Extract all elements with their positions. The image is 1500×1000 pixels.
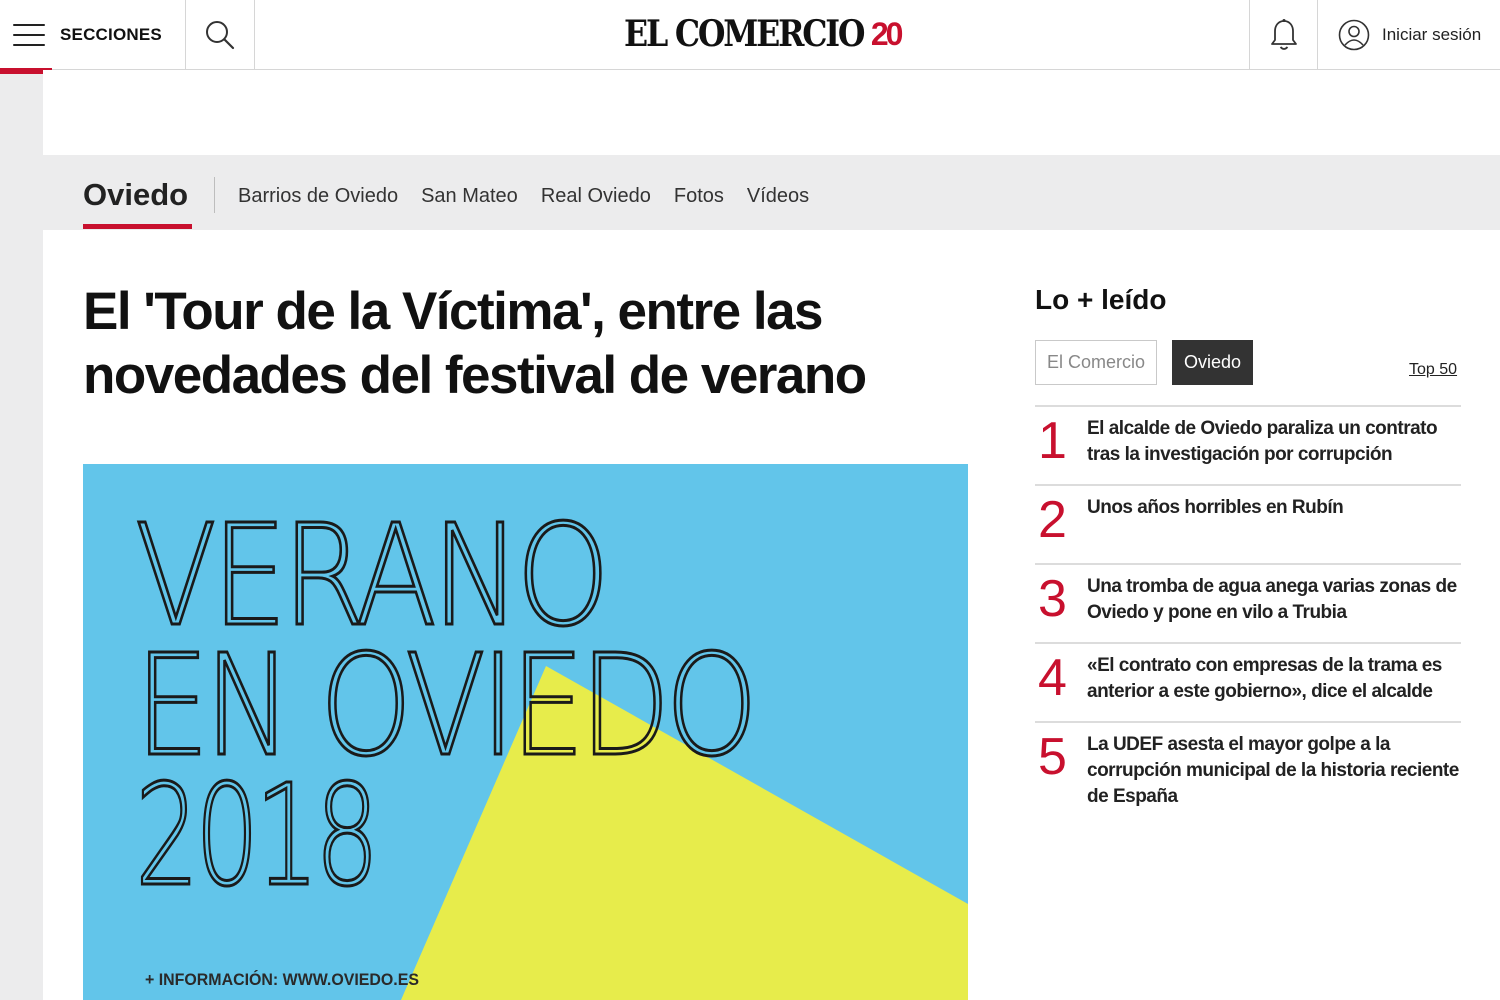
login-button[interactable]: [1338, 0, 1481, 69]
section-subnav: [43, 155, 1500, 230]
logo-anniversary-badge: 20: [870, 16, 901, 52]
poster-line-3: 2018: [135, 755, 375, 918]
subnav-current-section[interactable]: Oviedo: [83, 177, 189, 212]
subnav-links: [238, 185, 809, 208]
site-logo[interactable]: [624, 12, 900, 56]
logo-wordmark: EL COMERCIO: [624, 13, 864, 55]
notifications-button[interactable]: [1249, 0, 1318, 69]
most-read-list: [1035, 405, 1461, 821]
poster-info: + INFORMACIÓN: WWW.OVIEDO.ES: [145, 970, 419, 989]
tab-el-comercio[interactable]: El Comercio: [1035, 340, 1157, 385]
article-image[interactable]: [83, 464, 968, 1000]
rank-number: 4: [1038, 649, 1067, 707]
subnav-link-fotos[interactable]: Fotos: [673, 185, 724, 207]
sections-menu-button[interactable]: [0, 0, 186, 69]
rank-title[interactable]: La UDEF asesta el mayor golpe a la corrupción municipal de la historia reciente de España: [1087, 734, 1459, 807]
subnav-link-san-mateo[interactable]: San Mateo: [421, 185, 518, 207]
most-read-title: Lo + leído: [1035, 284, 1167, 315]
site-header: [0, 0, 1500, 70]
search-button[interactable]: [186, 0, 255, 69]
most-read-item[interactable]: [1035, 721, 1461, 821]
rank-title[interactable]: El alcalde de Oviedo paraliza un contrato tras la investigación por corrupción: [1087, 418, 1438, 465]
rank-number: 2: [1038, 491, 1067, 549]
poster-line-1: VERANO: [135, 495, 605, 658]
article-headline: El 'Tour de la Víctima', entre las novedades del festival de verano: [83, 282, 866, 405]
rank-title[interactable]: «El contrato con empresas de la trama es anterior a este gobierno», dice el alcalde: [1087, 655, 1442, 702]
bell-icon: [1269, 18, 1299, 52]
rank-number: 5: [1038, 728, 1067, 786]
top-50-link[interactable]: Top 50: [1409, 361, 1458, 378]
tab-oviedo[interactable]: Oviedo: [1172, 340, 1253, 385]
search-icon: [205, 20, 235, 50]
login-label: Iniciar sesión: [1382, 24, 1482, 44]
most-read-item[interactable]: [1035, 405, 1461, 484]
rank-title[interactable]: Una tromba de agua anega varias zonas de Oviedo y pone en vilo a Trubia: [1087, 576, 1457, 623]
user-icon: [1338, 19, 1370, 51]
subnav-active-underline: [83, 224, 192, 229]
sections-label: SECCIONES: [60, 24, 162, 44]
subnav-link-videos[interactable]: Vídeos: [746, 185, 810, 207]
poster-graphic: [83, 464, 968, 1000]
rank-number: 1: [1038, 412, 1067, 470]
rank-number: 3: [1038, 570, 1067, 628]
most-read-item[interactable]: [1035, 484, 1461, 563]
subnav-link-real-oviedo[interactable]: Real Oviedo: [540, 185, 651, 207]
poster-line-2: EN OVIEDO: [135, 625, 753, 788]
most-read-item[interactable]: [1035, 642, 1461, 721]
subnav-link-barrios[interactable]: Barrios de Oviedo: [238, 185, 399, 207]
most-read-item[interactable]: [1035, 563, 1461, 642]
hamburger-icon: [13, 24, 45, 46]
subnav-divider: [214, 177, 215, 213]
rank-title[interactable]: Unos años horribles en Rubín: [1087, 497, 1344, 518]
ad-space: [43, 70, 1500, 155]
